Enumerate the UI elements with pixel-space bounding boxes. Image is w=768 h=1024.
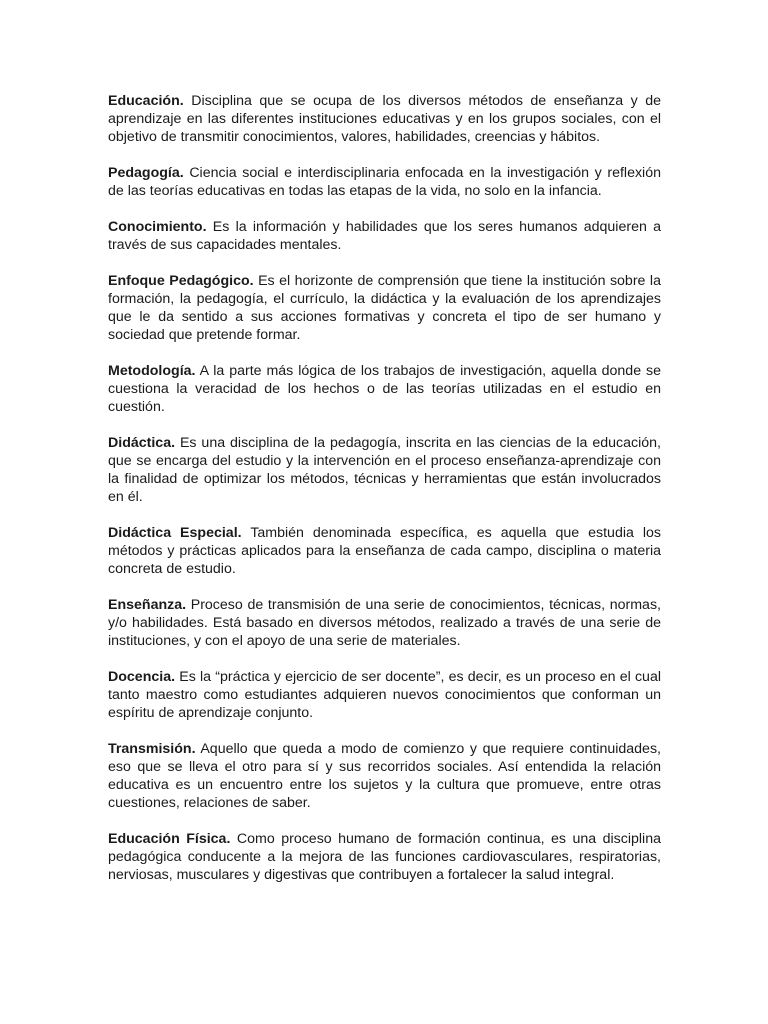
entry-term: Enseñanza.: [108, 597, 187, 613]
entry-definition: Es la información y habilidades que los seres humanos adquieren a través de sus capacidades mentales.: [108, 219, 661, 253]
entry-didactica: [108, 434, 661, 506]
entry-term: Transmisión.: [108, 741, 196, 757]
entry-definition: Es el horizonte de comprensión que tiene la institución sobre la formación, la pedagogía, el currículo, la didáctica y la evaluación de los aprendizajes que le da sentido a sus acciones formativas y concreta el tipo de ser humano y sociedad que pretende formar.: [108, 273, 661, 343]
entry-definition: Ciencia social e interdisciplinaria enfocada en la investigación y reflexión de las teorías educativas en todas las etapas de la vida, no solo en la infancia.: [108, 165, 661, 199]
entry-metodologia: [108, 362, 661, 416]
entry-definition: A la parte más lógica de los trabajos de investigación, aquella donde se cuestiona la veracidad de los hechos o de las teorías utilizadas en el estudio en cuestión.: [108, 363, 661, 415]
entry-pedagogia: [108, 164, 661, 200]
entry-term: Pedagogía.: [108, 165, 184, 181]
entry-term: Educación Física.: [108, 831, 231, 847]
entry-term: Metodología.: [108, 363, 196, 379]
entry-definition: Como proceso humano de formación continua, es una disciplina pedagógica conducente a la mejora de las funciones cardiovasculares, respiratorias, nerviosas, musculares y digestivas que contribuyen a fortalecer la salud integral.: [108, 831, 661, 883]
entry-didactica-especial: [108, 524, 661, 578]
entry-definition: También denominada específica, es aquella que estudia los métodos y prácticas aplicados para la enseñanza de cada campo, disciplina o materia concreta de estudio.: [108, 525, 661, 577]
entry-educacion: [108, 92, 661, 146]
entry-definition: Es una disciplina de la pedagogía, inscrita en las ciencias de la educación, que se encarga del estudio y la intervención en el proceso enseñanza-aprendizaje con la finalidad de optimizar los métodos, técnicas y herramientas que están involucrados en él.: [108, 435, 661, 505]
entry-definition: Disciplina que se ocupa de los diversos métodos de enseñanza y de aprendizaje en las diferentes instituciones educativas y en los grupos sociales, con el objetivo de transmitir conocimientos, valores, habilidades, creencias y hábitos.: [108, 93, 661, 145]
entry-docencia: [108, 668, 661, 722]
entry-enfoque-pedagogico: [108, 272, 661, 344]
entry-ensenanza: [108, 596, 661, 650]
entry-term: Conocimiento.: [108, 219, 207, 235]
glossary-page: [108, 92, 661, 902]
entry-transmision: [108, 740, 661, 812]
entry-educacion-fisica: [108, 830, 661, 884]
entry-conocimiento: [108, 218, 661, 254]
entry-definition: Aquello que queda a modo de comienzo y que requiere continuidades, eso que se lleva el otro para sí y sus recorridos sociales. Así entendida la relación educativa es un encuentro entre los sujetos y la cultura que promueve, entre otras cuestiones, relaciones de saber.: [108, 741, 661, 811]
entry-term: Docencia.: [108, 669, 176, 685]
entry-term: Didáctica Especial.: [108, 525, 242, 541]
entry-definition: Proceso de transmisión de una serie de conocimientos, técnicas, normas, y/o habilidades. Está basado en diversos métodos, realizado a través de una serie de instituciones, y con el apoyo de una serie de materiales.: [108, 597, 661, 649]
entry-term: Didáctica.: [108, 435, 176, 451]
entry-term: Enfoque Pedagógico.: [108, 273, 254, 289]
entry-term: Educación.: [108, 93, 184, 109]
entry-definition: Es la “práctica y ejercicio de ser docente”, es decir, es un proceso en el cual tanto maestro como estudiantes adquieren nuevos conocimientos que conforman un espíritu de aprendizaje conjunto.: [108, 669, 661, 721]
